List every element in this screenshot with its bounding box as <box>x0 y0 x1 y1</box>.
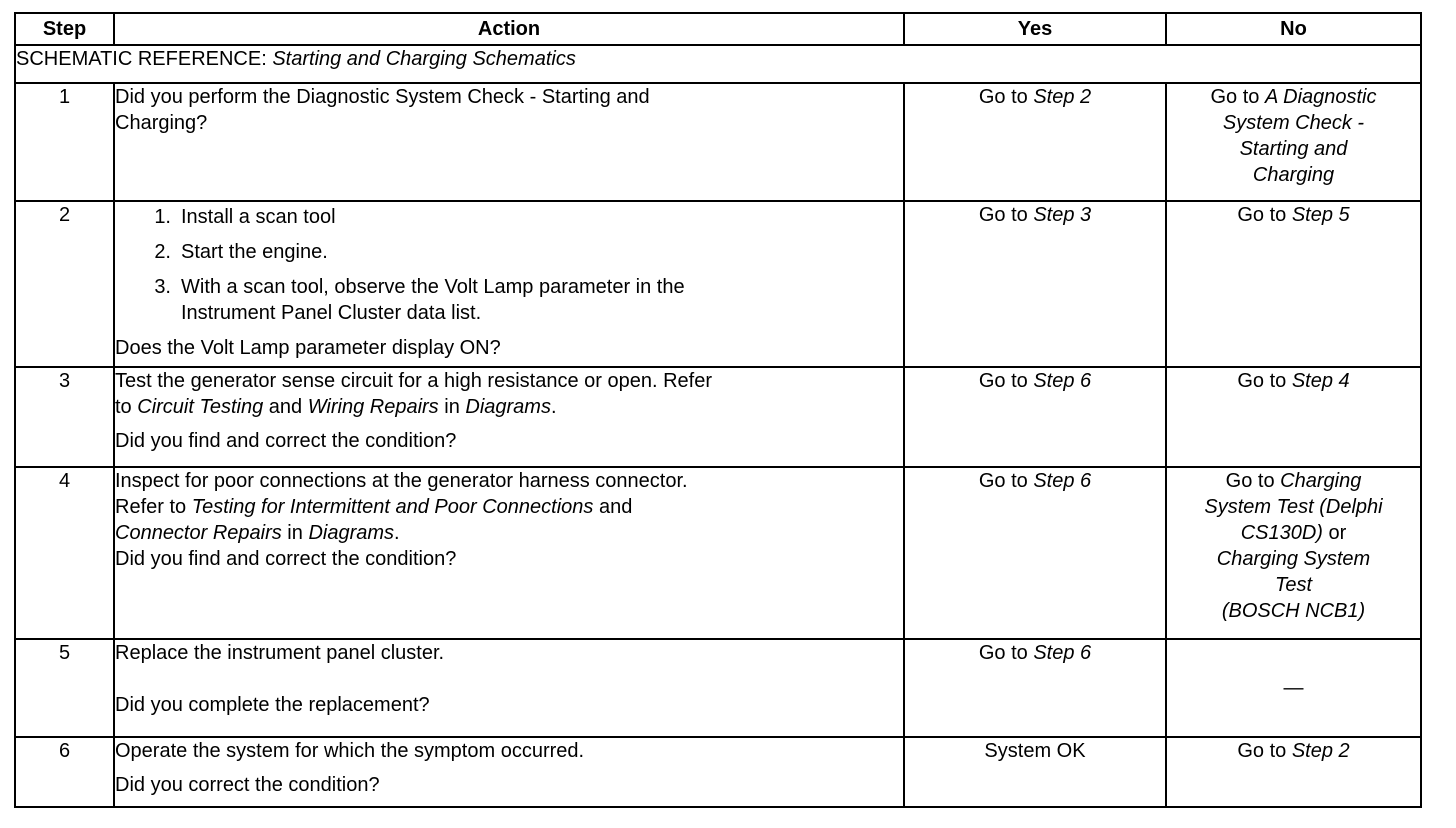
step-number: 6 <box>15 737 114 807</box>
header-row <box>15 13 1421 45</box>
no-text: or <box>1322 522 1347 544</box>
yes-cell <box>904 83 1166 201</box>
schematic-prefix: SCHEMATIC REFERENCE: <box>16 48 273 70</box>
yes-prefix: Go to <box>978 86 1034 108</box>
yes-link: Step 3 <box>1033 204 1092 226</box>
header-yes: Yes <box>904 13 1166 45</box>
no-link: Charging <box>1280 470 1362 492</box>
no-link: Step 2 <box>1291 740 1350 762</box>
no-prefix: Go to <box>1210 86 1265 108</box>
schematic-reference <box>15 45 1421 83</box>
table-row <box>15 201 1421 367</box>
action-link: Diagrams <box>308 522 395 544</box>
step-number: 4 <box>15 467 114 639</box>
schematic-row <box>15 45 1421 83</box>
no-prefix: Go to <box>1225 470 1281 492</box>
no-cell <box>1166 467 1421 639</box>
no-cell <box>1166 737 1421 807</box>
yes-prefix: Go to <box>978 370 1034 392</box>
yes-cell <box>904 639 1166 737</box>
action-text: . <box>394 522 400 544</box>
action-text: Charging? <box>115 112 208 134</box>
table-row <box>15 83 1421 201</box>
yes-link: Step 6 <box>1033 370 1092 392</box>
action-question: Did you complete the replacement? <box>115 694 430 716</box>
no-prefix: Go to <box>1237 370 1292 392</box>
no-link: Charging System <box>1216 548 1371 570</box>
no-cell <box>1166 201 1421 367</box>
substep-text: Instrument Panel Cluster data list. <box>181 302 482 324</box>
action-question: Did you find and correct the condition? <box>115 430 457 452</box>
list-item <box>115 274 903 326</box>
action-text: in <box>438 396 466 418</box>
step-number: 3 <box>15 367 114 467</box>
no-link: System Test (Delphi <box>1204 496 1383 518</box>
no-link: Test <box>1274 574 1313 596</box>
yes-cell: System OK <box>904 737 1166 807</box>
no-cell <box>1166 83 1421 201</box>
action-question: Does the Volt Lamp parameter display ON? <box>115 337 501 359</box>
action-cell <box>114 737 904 807</box>
substep-number: 3. <box>154 276 171 298</box>
step-number: 2 <box>15 201 114 367</box>
yes-link: Step 2 <box>1033 86 1092 108</box>
no-link: A Diagnostic <box>1264 86 1377 108</box>
action-text: in <box>281 522 309 544</box>
table-row <box>15 467 1421 639</box>
yes-cell <box>904 367 1166 467</box>
no-link: Charging <box>1252 164 1335 186</box>
no-link: Starting and <box>1239 138 1348 160</box>
header-no: No <box>1166 13 1421 45</box>
action-text: and <box>263 396 308 418</box>
table-row <box>15 367 1421 467</box>
action-text: Replace the instrument panel cluster. <box>115 642 445 664</box>
substep-text: With a scan tool, observe the Volt Lamp parameter in the <box>181 276 685 298</box>
action-text: Refer to <box>115 496 192 518</box>
yes-prefix: Go to <box>978 204 1034 226</box>
action-cell <box>114 83 904 201</box>
no-link: Step 5 <box>1291 204 1350 226</box>
action-text: Operate the system for which the symptom occurred. <box>115 740 585 762</box>
no-link: (BOSCH NCB1) <box>1221 600 1366 622</box>
yes-link: Step 6 <box>1033 470 1092 492</box>
action-text: . <box>550 396 557 418</box>
no-link: CS130D) <box>1240 522 1323 544</box>
yes-prefix: Go to <box>978 470 1034 492</box>
yes-link: Step 6 <box>1033 642 1092 664</box>
substep-number: 1. <box>154 206 171 228</box>
table-row <box>15 639 1421 737</box>
no-prefix: Go to <box>1237 740 1292 762</box>
yes-prefix: Go to <box>978 642 1034 664</box>
no-prefix: Go to <box>1237 204 1292 226</box>
list-item <box>115 204 903 230</box>
no-link: Step 4 <box>1291 370 1350 392</box>
action-cell <box>114 639 904 737</box>
action-cell <box>114 367 904 467</box>
diagnostic-table <box>14 12 1422 808</box>
substep-text: Start the engine. <box>181 241 328 263</box>
header-action: Action <box>114 13 904 45</box>
action-link: Wiring Repairs <box>307 396 439 418</box>
substep-list <box>115 204 903 326</box>
no-cell <box>1166 367 1421 467</box>
header-step: Step <box>15 13 114 45</box>
action-text: Inspect for poor connections at the generator harness connector. <box>115 470 688 492</box>
action-text: to <box>115 396 138 418</box>
action-question: Did you correct the condition? <box>115 774 380 796</box>
substep-text: Install a scan tool <box>181 206 336 228</box>
schematic-link: Starting and Charging Schematics <box>272 48 576 70</box>
action-cell <box>114 201 904 367</box>
yes-cell <box>904 201 1166 367</box>
yes-cell <box>904 467 1166 639</box>
action-link: Connector Repairs <box>115 522 282 544</box>
step-number: 1 <box>15 83 114 201</box>
no-cell: — <box>1166 639 1421 737</box>
list-item <box>115 239 903 265</box>
substep-number: 2. <box>154 241 171 263</box>
action-cell <box>114 467 904 639</box>
action-link: Diagrams <box>465 396 551 418</box>
step-number: 5 <box>15 639 114 737</box>
action-link: Testing for Intermittent and Poor Connections <box>191 496 594 518</box>
action-text: Test the generator sense circuit for a high resistance or open. Refer <box>115 370 712 392</box>
action-text: and <box>593 496 633 518</box>
action-question: Did you find and correct the condition? <box>115 548 457 570</box>
action-text: Did you perform the Diagnostic System Check - Starting and <box>115 86 650 108</box>
action-link: Circuit Testing <box>137 396 264 418</box>
table-row <box>15 737 1421 807</box>
no-link: System Check - <box>1222 112 1365 134</box>
